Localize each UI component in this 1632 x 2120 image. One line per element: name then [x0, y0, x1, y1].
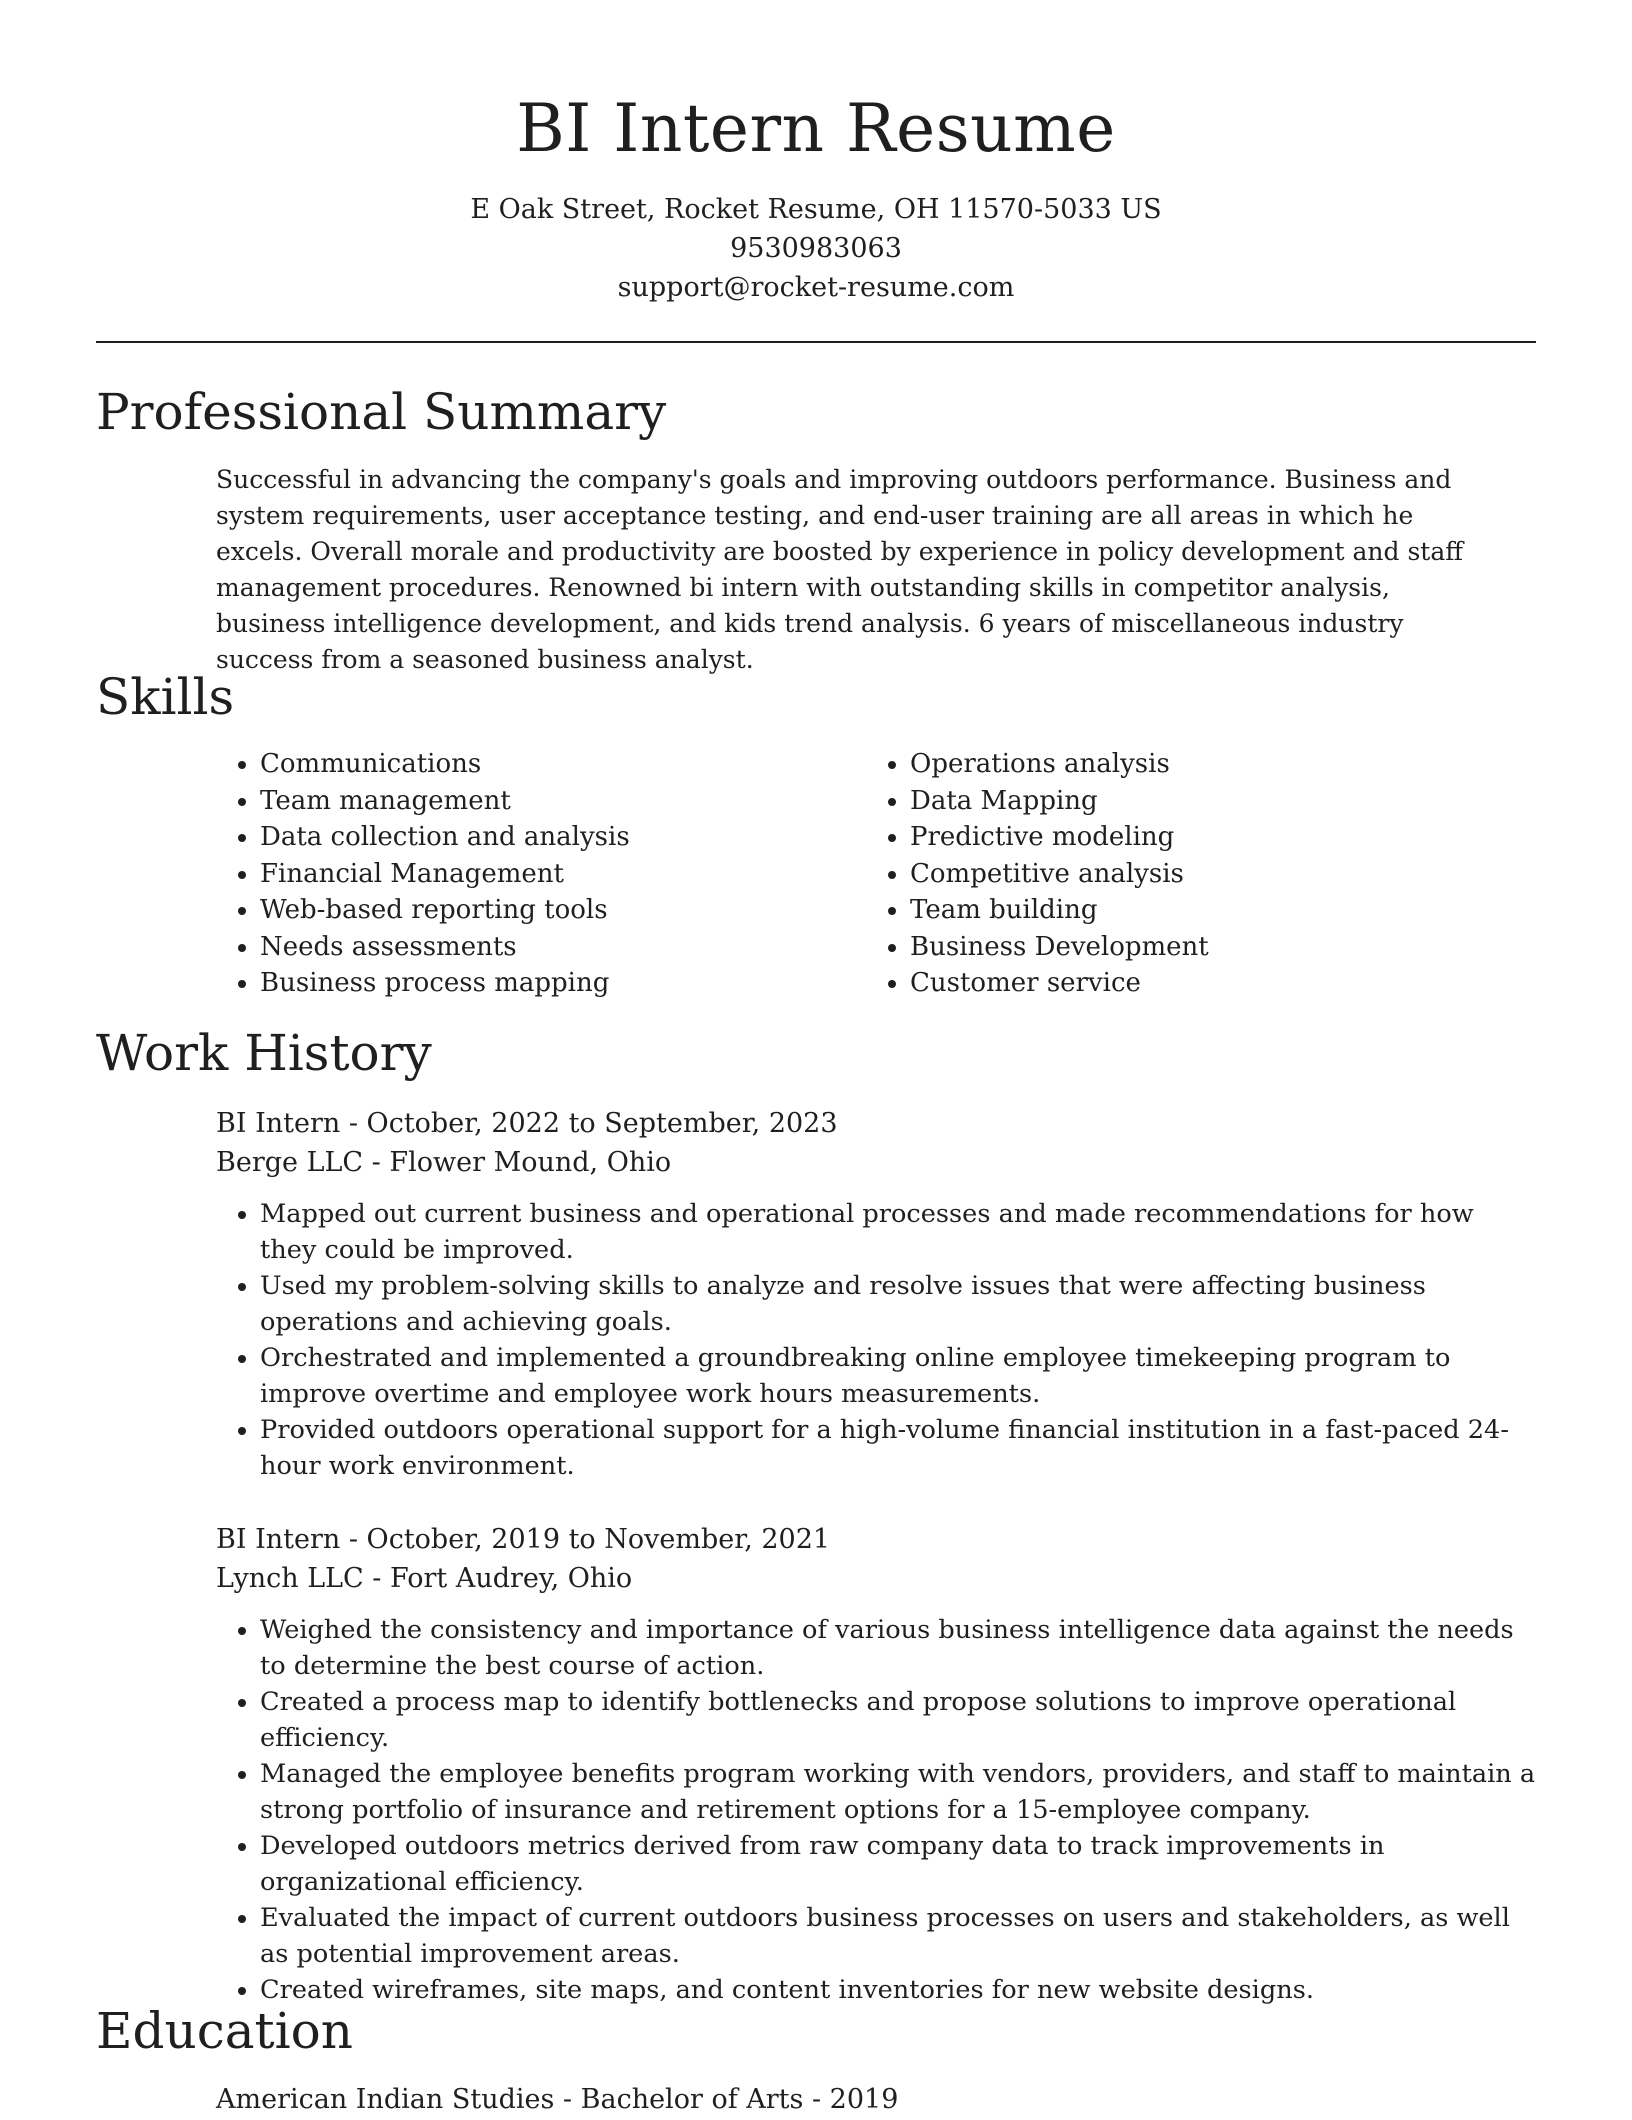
skill-item: • Team building: [910, 892, 1530, 929]
job-duty-item: • Mapped out current business and operational processes and made recommendations for how they could be improved.: [260, 1196, 1536, 1268]
resume-title: BI Intern Resume: [516, 90, 1116, 167]
job-duty-item: • Managed the employee benefits program working with vendors, providers, and staff to maintain a strong portfolio of insurance and retirement options for a 15-employee company.: [260, 1756, 1536, 1828]
skills-list: [216, 746, 1536, 1002]
contact-block: [0, 190, 1632, 307]
summary-heading: Professional Summary: [96, 383, 667, 441]
job-company-location: Lynch LLC - Fort Audrey, Ohio: [216, 1563, 633, 1594]
job-company-location: Berge LLC - Flower Mound, Ohio: [216, 1147, 672, 1178]
job-entry: [216, 1104, 1536, 1484]
skill-item: • Needs assessments: [260, 929, 866, 966]
job-duty-item: • Developed outdoors metrics derived from raw company data to track improvements in organizational efficiency.: [260, 1828, 1536, 1900]
job-duty-item: • Created a process map to identify bottlenecks and propose solutions to improve operational efficiency.: [260, 1684, 1536, 1756]
skill-item: • Business Development: [910, 929, 1530, 966]
job-duties: [216, 1612, 1536, 2008]
skills-column-left: [216, 746, 866, 1002]
work-history-heading: Work History: [96, 1024, 432, 1082]
skill-item: • Data Mapping: [910, 783, 1530, 820]
job-title-dates: BI Intern - October, 2019 to November, 2021: [216, 1524, 831, 1555]
job-duty-item: • Provided outdoors operational support for a high-volume financial institution in a fast-paced 24-hour work environment.: [260, 1412, 1536, 1484]
job-title-dates: BI Intern - October, 2022 to September, 2023: [216, 1108, 838, 1139]
skill-item: • Predictive modeling: [910, 819, 1530, 856]
skill-item: • Financial Management: [260, 856, 866, 893]
skill-item: • Communications: [260, 746, 866, 783]
contact-phone: 9530983063: [730, 233, 902, 264]
contact-address: E Oak Street, Rocket Resume, OH 11570-5033 US: [470, 194, 1162, 225]
skill-item: • Competitive analysis: [910, 856, 1530, 893]
job-duty-item: • Evaluated the impact of current outdoors business processes on users and stakeholders, as well as potential improvement areas.: [260, 1900, 1536, 1972]
skill-item: • Data collection and analysis: [260, 819, 866, 856]
skill-item: • Business process mapping: [260, 965, 866, 1002]
skill-item: • Web-based reporting tools: [260, 892, 866, 929]
job-duty-item: • Orchestrated and implemented a groundbreaking online employee timekeeping program to improve overtime and employee work hours measurements.: [260, 1340, 1536, 1412]
job-duty-item: • Used my problem-solving skills to analyze and resolve issues that were affecting business operations and achieving goals.: [260, 1268, 1536, 1340]
contact-email: support@rocket-resume.com: [617, 272, 1015, 303]
skill-item: • Customer service: [910, 965, 1530, 1002]
job-duty-item: • Created wireframes, site maps, and content inventories for new website designs.: [260, 1972, 1536, 2008]
education-heading: Education: [96, 2002, 353, 2060]
skill-item: • Operations analysis: [910, 746, 1530, 783]
header-divider: [96, 341, 1536, 343]
summary-text: Successful in advancing the company's goals and improving outdoors performance. Business and system requirements, user acceptance testing, and end-user training are all areas in which he excels. Overall morale and productivity are boosted by experience in policy development and staff management procedures. Renowned bi intern with outstanding skills in competitor analysis, business intelligence development, and kids trend analysis. 6 years of miscellaneous industry success from a seasoned business analyst.: [216, 465, 1464, 674]
job-duties: [216, 1196, 1536, 1484]
job-entry: [216, 1520, 1536, 2008]
skill-item: • Team management: [260, 783, 866, 820]
skills-heading: Skills: [96, 668, 235, 726]
education-entry: American Indian Studies - Bachelor of Arts - 2019: [216, 2084, 899, 2115]
job-duty-item: • Weighed the consistency and importance of various business intelligence data against the needs to determine the best course of action.: [260, 1612, 1536, 1684]
skills-column-right: [866, 746, 1530, 1002]
